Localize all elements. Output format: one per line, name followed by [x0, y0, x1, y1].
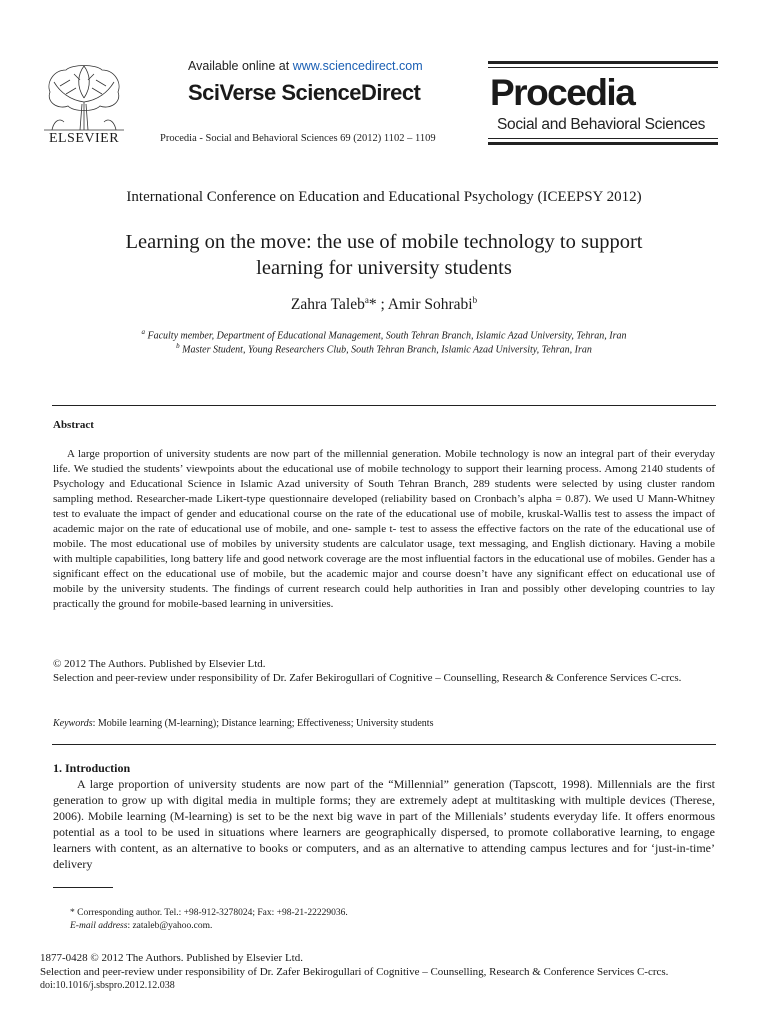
peer-review-line: Selection and peer-review under responsibility of Dr. Zafer Bekirogullari of Cognitive – Counselling, Research & Conference Services C-crcs.: [40, 965, 669, 978]
keywords-text: : Mobile learning (M-learning); Distance learning; Effectiveness; University students: [92, 718, 434, 729]
abstract-heading: Abstract: [53, 419, 94, 431]
brand-rule-top: [488, 61, 718, 64]
journal-citation: Procedia - Social and Behavioral Sciences 69 (2012) 1102 – 1109: [160, 133, 436, 144]
affiliation-a-mark: a: [141, 328, 145, 336]
email-address[interactable]: : zataleb@yahoo.com.: [127, 921, 213, 931]
brand-rule-bottom: [488, 142, 718, 145]
publication-info: [40, 952, 720, 993]
abstract-rule-bottom: [52, 744, 716, 745]
affiliation-b-text: Master Student, Young Researchers Club, South Tehran Branch, Islamic Azad University, Tehran, Iran: [179, 344, 592, 356]
author-2-name: Amir Sohrabi: [387, 296, 473, 314]
doi[interactable]: doi:10.1016/j.sbspro.2012.12.038: [40, 980, 175, 991]
affiliation-b-mark: b: [176, 342, 180, 350]
introduction-body: A large proportion of university students are now part of the “Millennial” generation (Tapscott, 1998). Millennials are the first generation to grow up with digital media in multiple forms; they are extremely adept at multitasking with multiple devices (Therese, 2006). Mobile learning (M-learning) is set to be the next big wave in part of the Millenials’ students everyday life. It offers enormous potential as a tool to be used in situations where learners are geographically dispersed, to promote collaborative learning, to engage learners with content, as an alternative to books or computers, and as an alternative to attending campus lectures and for ‘just-in-time’ delivery: [53, 777, 715, 871]
brand-rule-top-thin: [488, 67, 718, 68]
elsevier-logo-text: ELSEVIER: [48, 131, 120, 146]
conference-name: International Conference on Education and Educational Psychology (ICEEPSY 2012): [126, 189, 642, 205]
issn-line: 1877-0428 © 2012 The Authors. Published by Elsevier Ltd.: [40, 952, 303, 964]
abstract-body: A large proportion of university students are now part of the millennial generation. Mobile technology is now an integral part of their everyday life. We studied the students’ viewpoints about the educational use of mobile technology to support their learning process. Among 2140 students of Psychology and Educational Science in Islamic Azad university of South Tehran Branch, 289 students were selected by using cluster random sampling method. Researcher-made Likert-type questionnaire developed (reliability based on Cronbach’s alpha = 0.87). We used U Mann-Whitney test to evaluate the impact of gender and educational course on the rate of the educational use of mobile, kruskal-Wallis test to assess the impact of academic major on the rate of educational use of mobile, and one- sample t- test to assess the effective factors on the rate of the educational use of mobile. The most educational use of mobiles by university students are calculator usage, text messaging, and English dictionary. Having a mobile with multiple capabilities, long battery life and good network coverage are the most influential factors in the educational use of mobiles. Gender has a significant effect on the educational use of mobile, but the academic major and course doesn’t have any significant effect on educational use of mobile by the university students. The findings of current research could help authorities in Iran and possibly other developing countries to lay practically the ground for mobile-based learning in universities.: [53, 448, 715, 610]
journal-brand-subtitle: Social and Behavioral Sciences: [497, 116, 706, 133]
keywords: [53, 718, 715, 729]
author-2-affil-mark: b: [472, 295, 478, 305]
email-footnote: [70, 921, 212, 931]
copyright-line-2: Selection and peer-review under responsibility of Dr. Zafer Bekirogullari of Cognitive – Counselling, Research & Conference Services C-crcs.: [53, 672, 682, 684]
paper-title-line-1: Learning on the move: the use of mobile technology to support: [125, 231, 643, 253]
paper-title-line-2: learning for university students: [256, 257, 512, 279]
copyright-line-1: © 2012 The Authors. Published by Elsevier Ltd.: [53, 658, 266, 670]
author-1-name: Zahra Taleb: [290, 296, 365, 314]
introduction-heading: 1. Introduction: [53, 761, 131, 775]
brand-rule-bottom-thin: [488, 138, 718, 139]
available-prefix: Available online at: [188, 59, 293, 73]
platform-name: SciVerse ScienceDirect: [188, 80, 421, 105]
corresponding-author-footnote: * Corresponding author. Tel.: +98-912-3278024; Fax: +98-21-22229036.: [70, 908, 348, 918]
author-list: [0, 295, 768, 314]
paper-title: [60, 229, 708, 281]
sciencedirect-link[interactable]: www.sciencedirect.com: [292, 59, 423, 73]
affiliation-a-text: Faculty member, Department of Educational Management, South Tehran Branch, Islamic Azad University, Tehran, Iran: [144, 330, 627, 342]
keywords-label: Keywords: [53, 718, 93, 729]
affiliation-b: [0, 342, 768, 355]
available-online-notice: [188, 59, 423, 73]
abstract-copyright: [53, 657, 715, 685]
journal-brand: Procedia: [490, 72, 635, 113]
author-separator: ;: [376, 296, 388, 314]
abstract-rule-top: [52, 405, 716, 406]
footnote-rule: [53, 887, 113, 888]
affiliation-a: [0, 328, 768, 341]
corresponding-mark: *: [368, 296, 377, 314]
author-1-affil-mark: a: [364, 295, 369, 305]
email-label: E-mail address: [70, 921, 128, 931]
